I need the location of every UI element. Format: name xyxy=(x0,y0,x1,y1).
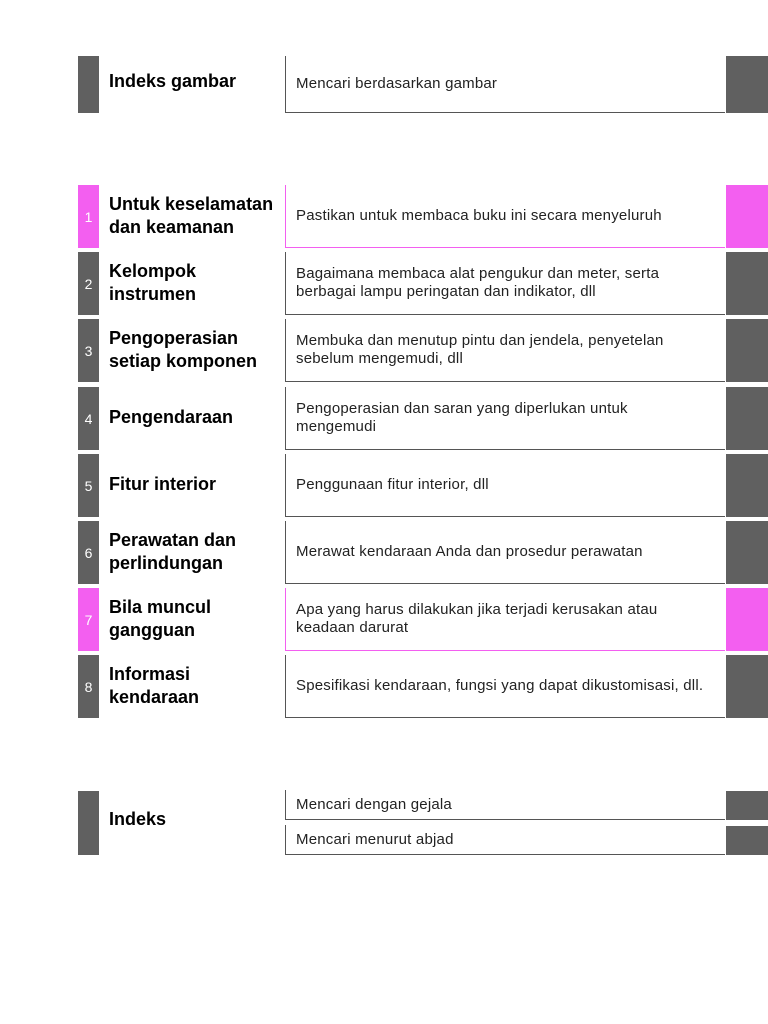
index-item-symptom[interactable]: Mencari dengan gejala xyxy=(285,790,725,820)
chapter-title: Bila muncul gangguan xyxy=(109,596,212,640)
index-title: Indeks xyxy=(109,808,167,829)
chapter-description[interactable]: Pastikan untuk membaca buku ini secara menyeluruh xyxy=(285,185,725,248)
chapter-edge-tab[interactable] xyxy=(726,387,768,450)
chapter-description[interactable]: Penggunaan fitur interior, dll xyxy=(285,454,725,517)
chapter-row[interactable] xyxy=(0,588,768,651)
chapter-description[interactable]: Membuka dan menutup pintu dan jendela, penyetelan sebelum mengemudi, dll xyxy=(285,319,725,382)
chapter-title: Informasi kendaraan xyxy=(109,663,200,707)
picture-index-description[interactable]: Mencari berdasarkan gambar xyxy=(285,56,725,113)
chapter-row[interactable] xyxy=(0,521,768,584)
chapter-description[interactable]: Pengoperasian dan saran yang diperlukan untuk mengemudi xyxy=(285,387,725,450)
index-item-symptom-edge[interactable] xyxy=(726,791,768,820)
chapter-description[interactable]: Merawat kendaraan Anda dan prosedur perawatan xyxy=(285,521,725,584)
chapter-number-tab: 7 xyxy=(78,588,99,651)
picture-index-title: Indeks gambar xyxy=(109,70,237,91)
chapter-number-tab: 6 xyxy=(78,521,99,584)
index-tab xyxy=(78,791,99,855)
chapter-row[interactable] xyxy=(0,185,768,248)
picture-index-tab xyxy=(78,56,99,113)
chapter-edge-tab[interactable] xyxy=(726,454,768,517)
chapter-number-tab: 5 xyxy=(78,454,99,517)
chapter-description[interactable]: Spesifikasi kendaraan, fungsi yang dapat dikustomisasi, dll. xyxy=(285,655,725,718)
chapter-edge-tab[interactable] xyxy=(726,319,768,382)
picture-index-row[interactable] xyxy=(0,56,768,113)
picture-index-edge-tab[interactable] xyxy=(726,56,768,113)
chapter-edge-tab[interactable] xyxy=(726,252,768,315)
chapter-title: Kelompok instrumen xyxy=(109,260,197,304)
chapter-title: Pengoperasian setiap komponen xyxy=(109,327,258,371)
chapter-title: Pengendaraan xyxy=(109,407,234,427)
chapter-description[interactable]: Apa yang harus dilakukan jika terjadi kerusakan atau keadaan darurat xyxy=(285,588,725,651)
index-item-alphabetical-edge[interactable] xyxy=(726,826,768,855)
chapter-number-tab: 4 xyxy=(78,387,99,450)
chapter-title: Untuk keselamatan dan keamanan xyxy=(109,193,274,237)
chapter-row[interactable] xyxy=(0,655,768,718)
chapter-edge-tab[interactable] xyxy=(726,521,768,584)
chapter-row[interactable] xyxy=(0,319,768,382)
index-item-alphabetical[interactable]: Mencari menurut abjad xyxy=(285,825,725,855)
chapter-title: Fitur interior xyxy=(109,474,216,494)
chapter-row[interactable] xyxy=(0,252,768,315)
chapter-number-tab: 2 xyxy=(78,252,99,315)
chapter-row[interactable] xyxy=(0,387,768,450)
chapter-edge-tab[interactable] xyxy=(726,655,768,718)
chapter-number-tab: 8 xyxy=(78,655,99,718)
chapter-edge-tab[interactable] xyxy=(726,185,768,248)
chapter-title: Perawatan dan perlindungan xyxy=(109,529,237,573)
chapter-number-tab: 3 xyxy=(78,319,99,382)
index-section xyxy=(0,790,768,855)
chapter-row[interactable] xyxy=(0,454,768,517)
chapter-description[interactable]: Bagaimana membaca alat pengukur dan meter, serta berbagai lampu peringatan dan indikator, dll xyxy=(285,252,725,315)
chapter-edge-tab[interactable] xyxy=(726,588,768,651)
chapter-number-tab: 1 xyxy=(78,185,99,248)
